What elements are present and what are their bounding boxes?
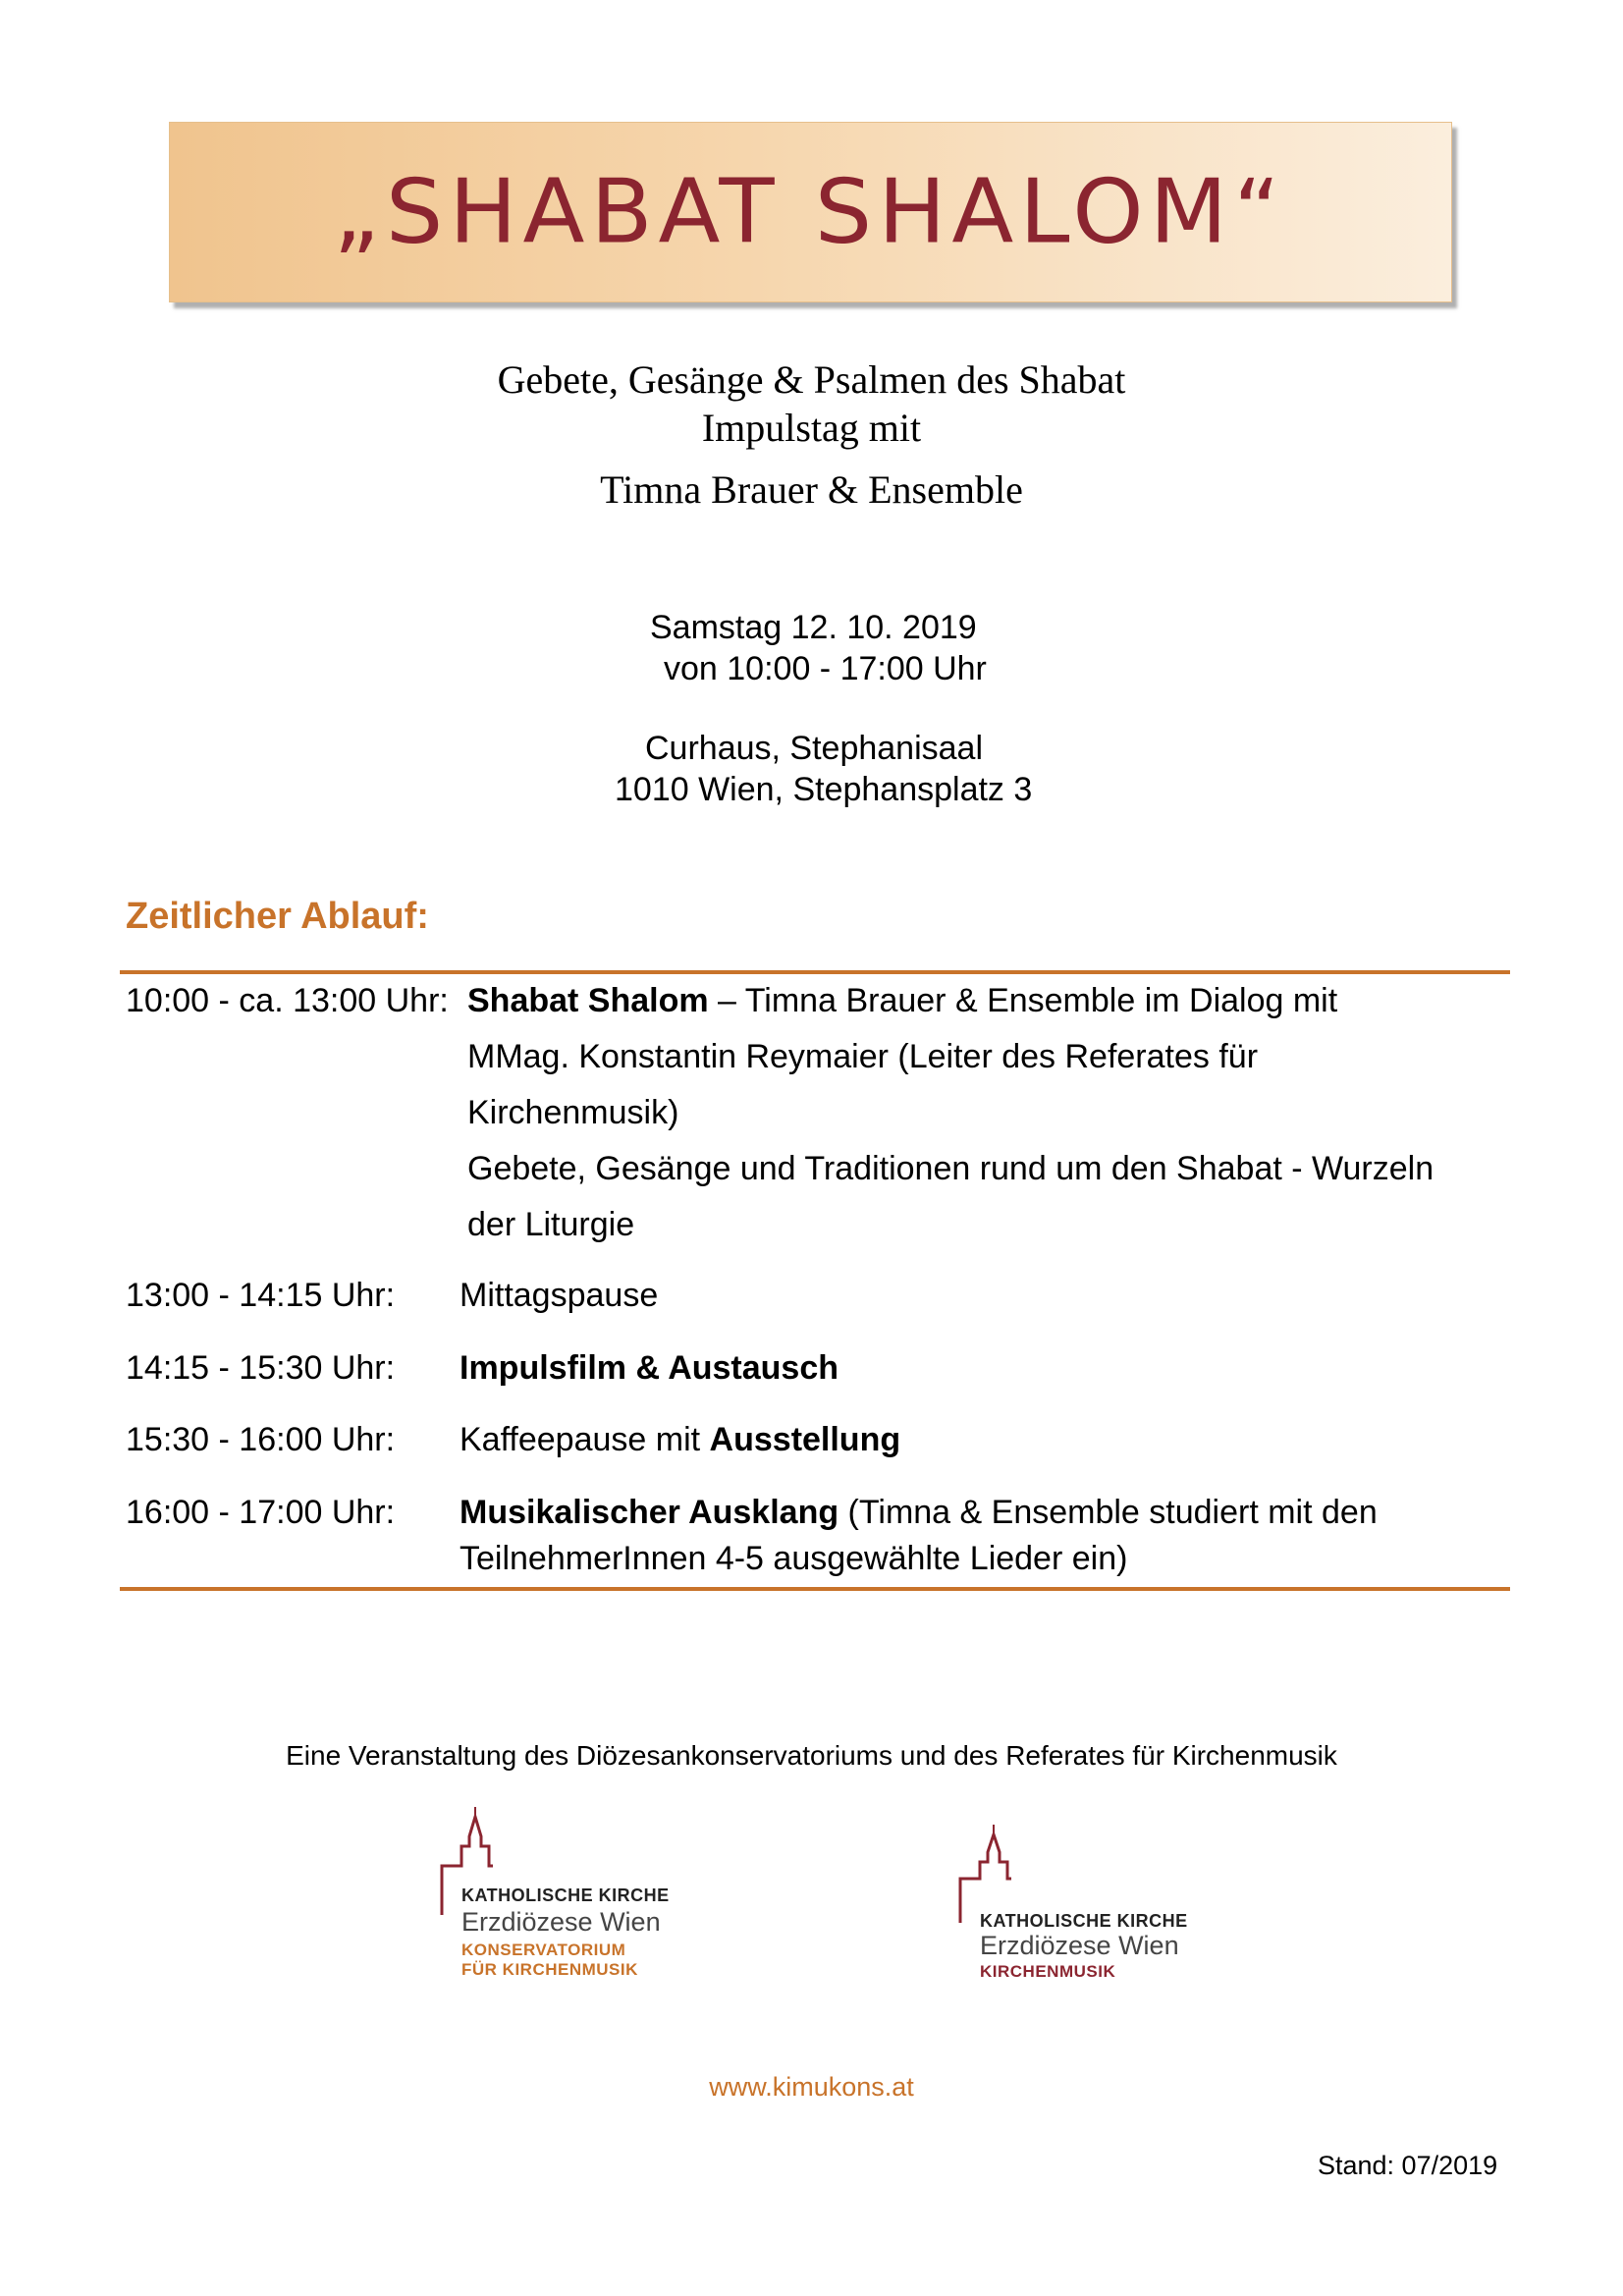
document-date: Stand: 07/2019	[1318, 2151, 1498, 2180]
schedule-title: Impulsfilm & Austausch	[460, 1349, 839, 1387]
schedule-title: Shabat Shalom	[467, 982, 709, 1019]
event-time: von 10:00 - 17:00 Uhr	[664, 650, 987, 687]
schedule-time: 15:30 - 16:00 Uhr:	[126, 1421, 396, 1458]
schedule-top-rule	[120, 970, 1510, 974]
schedule-desc: Kaffeepause mit Ausstellung	[460, 1421, 901, 1458]
schedule-time: 16:00 - 17:00 Uhr:	[126, 1494, 396, 1531]
event-venue: Curhaus, Stephanisaal	[645, 730, 984, 767]
schedule-time: 10:00 - ca. 13:00 Uhr:	[126, 982, 449, 1019]
schedule-time: 14:15 - 15:30 Uhr:	[126, 1349, 396, 1387]
schedule-desc-line: Kirchenmusik)	[467, 1094, 679, 1131]
organizer-note: Eine Veranstaltung des Diözesankonservatoriums und des Referates für Kirchenmusik	[286, 1740, 1337, 1771]
subtitle-line-3: Timna Brauer & Ensemble	[600, 467, 1023, 512]
website-link[interactable]: www.kimukons.at	[709, 2072, 914, 2102]
banner-title: „SHABAT SHALOM“	[333, 159, 1286, 263]
schedule-desc-line: Gebete, Gesänge und Traditionen rund um den Shabat - Wurzeln	[467, 1150, 1434, 1187]
schedule-desc: Mittagspause	[460, 1277, 659, 1314]
schedule-desc-line: TeilnehmerInnen 4-5 ausgewählte Lieder ein)	[460, 1540, 1128, 1577]
logo-kirchenmusik: KATHOLISCHE KIRCHE Erzdiözese Wien KIRCHENMUSIK	[950, 1825, 1216, 1982]
schedule-desc: Musikalischer Ausklang (Timna & Ensemble studiert mit den	[460, 1494, 1378, 1531]
subtitle-line-1: Gebete, Gesänge & Psalmen des Shabat	[497, 357, 1126, 402]
schedule-heading: Zeitlicher Ablauf:	[126, 896, 429, 937]
logo-konservatorium: KATHOLISCHE KIRCHE Erzdiözese Wien KONSERVATORIUM FÜR KIRCHENMUSIK	[432, 1807, 697, 1984]
schedule-title: Ausstellung	[709, 1421, 901, 1458]
event-address: 1010 Wien, Stephansplatz 3	[615, 771, 1033, 808]
schedule-bottom-rule	[120, 1587, 1510, 1591]
event-date: Samstag 12. 10. 2019	[650, 609, 977, 646]
schedule-desc: Shabat Shalom – Timna Brauer & Ensemble im Dialog mit	[467, 982, 1338, 1019]
schedule-time: 13:00 - 14:15 Uhr:	[126, 1277, 396, 1314]
church-icon	[950, 1825, 1049, 1923]
schedule-desc-line: MMag. Konstantin Reymaier (Leiter des Referates für	[467, 1038, 1259, 1075]
subtitle-line-2: Impulstag mit	[701, 406, 922, 450]
schedule-title: Musikalischer Ausklang	[460, 1494, 839, 1531]
schedule-desc-line: der Liturgie	[467, 1206, 635, 1243]
